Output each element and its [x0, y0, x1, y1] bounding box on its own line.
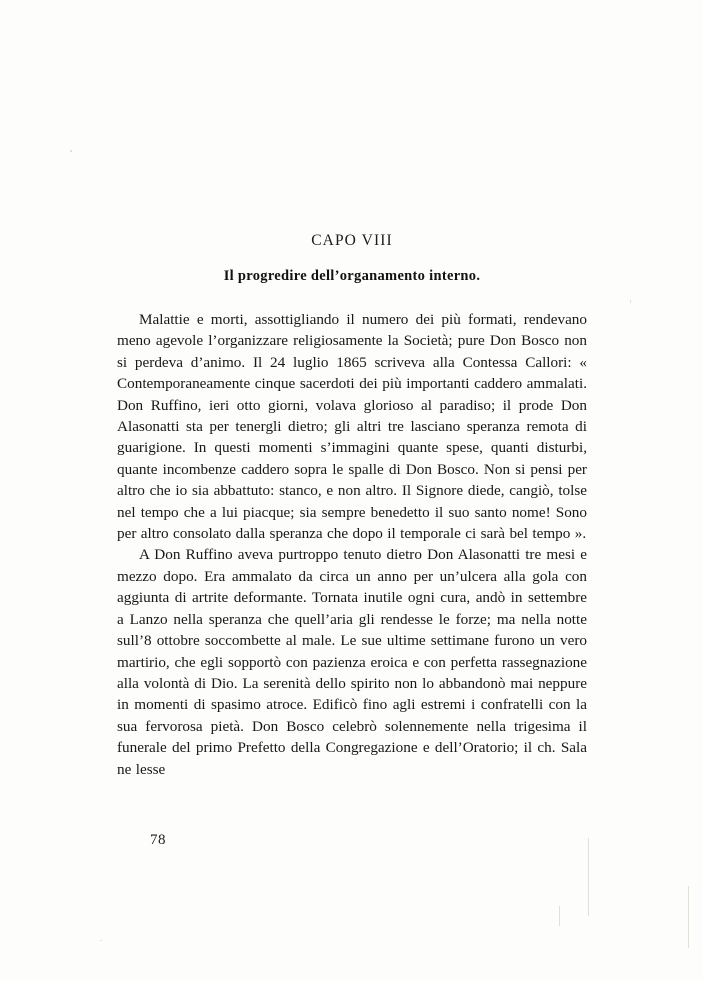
- body-text: [117, 309, 587, 780]
- scan-edge-artifact: [559, 906, 560, 926]
- scan-edge-artifact: [688, 886, 689, 948]
- chapter-title: Il progredire dell’organamento interno.: [223, 268, 481, 284]
- scan-edge-artifact: [588, 838, 589, 916]
- page-number: 78: [150, 832, 166, 848]
- scan-speck: [70, 150, 72, 152]
- scan-speck: [100, 940, 102, 941]
- chapter-label: CAPO VIII: [311, 232, 393, 249]
- page-content: [117, 232, 587, 780]
- paragraph: A Don Ruffino aveva purtroppo tenuto dietro Don Alasonatti tre mesi e mezzo dopo. Era ammalato da circa un anno per un’ulcera alla gola con aggiunta di artrite deformante. Tornata inutile ogni cura, andò in settembre a Lanzo nella speranza che quell’aria gli rendesse le forze; ma nella notte sull’8 ottobre soccombette al male. Le sue ultime settimane furono un vero martirio, che egli sopportò con pazienza eroica e con perfetta rassegnazione alla volontà di Dio. La serenità dello spirito non lo abbandonò mai neppure in momenti di spasimo atroce. Edificò fino agli estremi i confratelli con la sua fervorosa pietà. Don Bosco celebrò solennemente nella trigesima il funerale del primo Prefetto della Congregazione e dell’Oratorio; il ch. Sala ne lesse: [117, 546, 587, 778]
- paragraph: Malattie e morti, assottigliando il numero dei più formati, rendevano meno agevole l’organizzare religiosamente la Società; pure Don Bosco non si perdeva d’animo. Il 24 luglio 1865 scriveva alla Contessa Callori: « Contemporaneamente cinque sacerdoti dei più importanti caddero ammalati. Don Ruffino, ieri otto giorni, volava glorioso al paradiso; il prode Don Alasonatti sta per tenergli dietro; gli altri tre lasciano speranza remota di guarigione. In questi momenti s’immagini quante spese, quanti disturbi, quante incombenze caddero sopra le spalle di Don Bosco. Non si pensi per altro che io sia abbattuto: stanco, e non altro. Il Signore diede, cangiò, tolse nel tempo che a lui piacque; sia sempre benedetto il suo santo nome! Sono per altro consolato dalla speranza che dopo il temporale ci sarà bel tempo ».: [117, 311, 587, 543]
- scan-speck: [630, 300, 631, 303]
